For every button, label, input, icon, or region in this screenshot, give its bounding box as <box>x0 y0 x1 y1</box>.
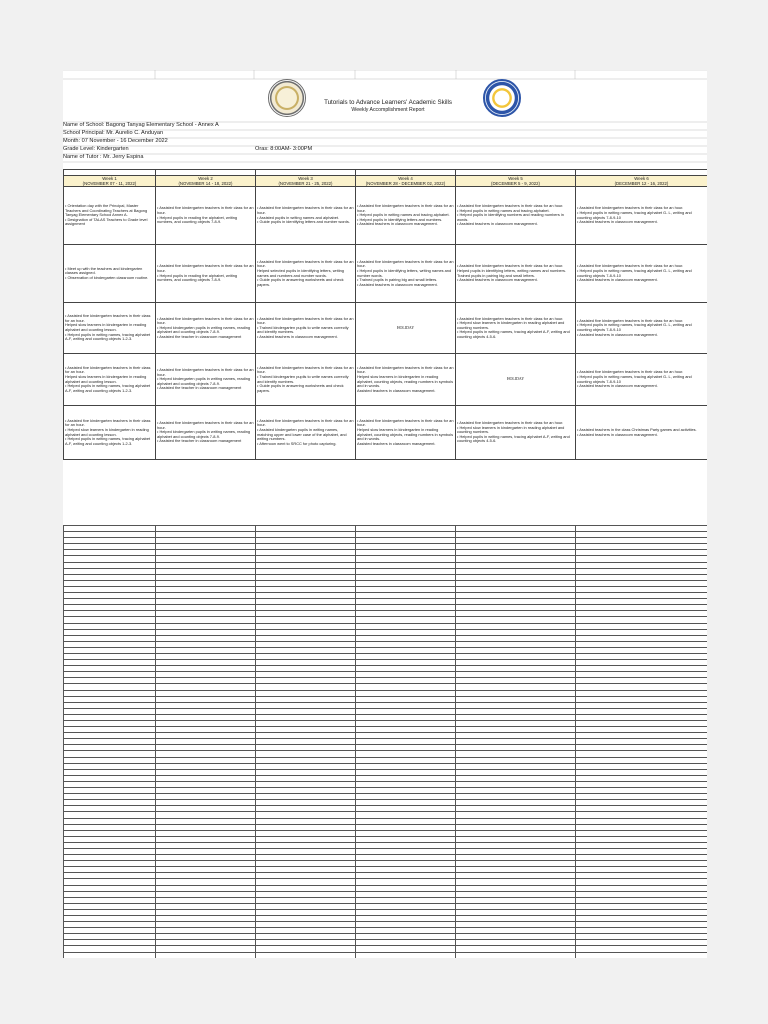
weekly-report-table <box>63 169 707 460</box>
school-principal: School Principal: Mr. Aurelio C. Anduyan <box>63 130 164 136</box>
activity-cell: • Assisted five kindergarten teachers in their class for an hour. • Helped slow learners in kindergarten in reading alphabet and counting numbers. • Helped pupils in writing names, tracing alphabet A-F, writing and counting objects 4-5-6. <box>456 406 576 460</box>
activity-cell: • Assisted five kindergarten teachers in their class for an hour. • Trained kindergarten pupils to write names correctly and identify numbers. • Guide pupils in answering worksheets and check papers. <box>256 354 356 406</box>
activity-cell: • Assisted five kindergarten teachers in their class for an hour. • Helped kindergarten pupils in writing names, reading alphabet and counting objects 7-8-9. • Assisted the teacher in classroom management <box>156 354 256 406</box>
week-header-1: Week 1 (NOVEMBER 07 - 11, 2022) <box>64 176 156 187</box>
empty-cell <box>64 952 156 958</box>
table-row <box>64 406 708 460</box>
week-header-row <box>64 176 708 187</box>
activity-cell: • Orientation day with the Principal, Master Teachers and Coordinating Teachers at Bagong Tanyag Elementary School Annex A. • Designation of TALAS Teachers to Grade level assignment <box>64 187 156 245</box>
activity-cell: • Assisted five kindergarten teachers in their class for an hour. • Helped pupils in reading the alphabet, writing numbers, and counting objects 7-8-9. <box>156 187 256 245</box>
activity-cell: • Assisted five kindergarten teachers in their class for an hour. Helped slow learners in kindergarten in reading alphabet, counting objects, reading numbers in symbols and in words. Assisted teachers in classroom management. <box>356 406 456 460</box>
activity-cell: • Assisted five kindergarten teachers in their class for an hour. • Helped pupils in writing names, tracing alphabet G- L, writing and counting objects 7-8-9-10 • Assisted teachers in classroom management. <box>576 245 708 303</box>
table-row <box>64 187 708 245</box>
activity-cell: • Assisted five kindergarten teachers in their class for an hour. • Helped pupils in writing names, tracing alphabet G- L, writing and counting objects 7-8-9-10 • Assisted teachers in classroom management. <box>576 303 708 354</box>
empty-cell <box>456 952 576 958</box>
week-header-3: Week 3 (NOVEMBER 21 - 25, 2022) <box>256 176 356 187</box>
empty-cell <box>356 952 456 958</box>
table-row <box>64 245 708 303</box>
school-name: Name of School: Bagong Tanyag Elementary School - Annex A <box>63 122 219 128</box>
tutor-name: Name of Tutor : Mr. Jerry Espina <box>63 154 144 160</box>
table-row <box>64 303 708 354</box>
week-header-4: Week 4 (NOVEMBER 28 - DECEMBER 02, 2022) <box>356 176 456 187</box>
holiday-cell: HOLIDAY <box>356 303 456 354</box>
activity-cell: • Assisted five kindergarten teachers in their class for an hour. Helped pupils in identifying letters, writing names and numbers. Trained pupils in pairing big and small letters. • Assisted teachers in classroom management. <box>456 245 576 303</box>
month-range: Month: 07 November - 16 December 2022 <box>63 138 168 144</box>
activity-cell: • Assisted five kindergarten teachers in their class for an hour. • Helped slow learners in kindergarten in reading alphabet and counting lesson. • Helped pupils in writing names, tracing alphabet A-F, writing and counting objects 1-2-3. <box>64 406 156 460</box>
activity-cell: • Assisted five kindergarten teachers in their class for an hour. • Helped slow learners in kindergarten in reading alphabet and counting numbers. • Helped pupils in writing names, tracing alphabet A-F, writing and counting objects 4-5-6. <box>456 303 576 354</box>
week-header-6: Week 6 (DECEMBER 12 - 16, 2022) <box>576 176 708 187</box>
activity-cell: • Assisted five kindergarten teachers in their class for an hour. • Helped pupils in reading the alphabet, writing numbers, and counting objects 7-8-9. <box>156 245 256 303</box>
activity-cell: • Assisted five kindergarten teachers in their class for an hour. • Helped pupils in writing names and tracing alphabet. • Helped pupils in identifying numbers and reading numbers in words. • Assisted teachers in classroom management. <box>456 187 576 245</box>
activity-cell: • Assisted five kindergarten teachers in their class for an hour. • Helped pupils in writing names, tracing alphabet G- L, writing and counting objects 7-8-9-10 • Assisted teachers in classroom management. <box>576 187 708 245</box>
empty-cell <box>576 952 708 958</box>
empty-row <box>64 952 708 958</box>
activity-cell: • Assisted five kindergarten teachers in their class for an hour. Helped selected pupils in identifying letters, writing names and numbers and number words. • Guide pupils in answering worksheets and check papers. <box>256 245 356 303</box>
empty-cell <box>256 952 356 958</box>
week-header-2: Week 2 (NOVEMBER 14 - 18, 2022) <box>156 176 256 187</box>
report-subtitle: Weekly Accomplishment Report <box>351 107 425 113</box>
grade-level: Grade Level: Kindergarten <box>63 146 129 152</box>
header-gridlines <box>63 70 707 170</box>
activity-cell: • Assisted five kindergarten teachers in their class for an hour. • Helped pupils in identifying letters, writing names and number words. • Trained pupils in pairing big and small letters. • Assisted teachers in classroom management. <box>356 245 456 303</box>
spreadsheet-page <box>63 70 707 958</box>
activity-cell: • Assisted teachers in the class Christmas Party games and activities. • Assisted teachers in classroom management. <box>576 406 708 460</box>
report-title: Tutorials to Advance Learners' Academic Skills <box>324 99 452 106</box>
holiday-cell: HOLIDAY <box>456 354 576 406</box>
activity-cell: • Assisted five kindergarten teachers in their class for an hour. • Trained kindergarten pupils to write names correctly and identify numbers. • Assisted teachers in classroom management. <box>256 303 356 354</box>
empty-rows-grid <box>63 525 707 958</box>
activity-cell: • Assisted five kindergarten teachers in their class for an hour. • Assisted pupils in writing names and alphabet. • Guide pupils in identifying letters and number words. <box>256 187 356 245</box>
activity-cell: • Assisted five kindergarten teachers in their class for an hour. Helped slow learners in kindergarten in reading alphabet and counting lesson. • Helped pupils in writing names, tracing alphabet A-F, writing and counting objects 1-2-3. <box>64 303 156 354</box>
empty-cell <box>156 952 256 958</box>
activity-cell: • Assisted five kindergarten teachers in their class for an hour. • Helped kindergarten pupils in writing names, reading alphabet and counting objects 7-8-9. • Assisted the teacher in classroom management <box>156 406 256 460</box>
table-row <box>64 354 708 406</box>
activity-cell: • Assisted five kindergarten teachers in their class for an hour. • Helped pupils in writing names and tracing alphabet. • Helped pupils in identifying letters and numbers. • Assisted teachers in classroom management. <box>356 187 456 245</box>
activity-cell: • Meet up with the teachers and kindergarten classes assigned. • Observation of kindergarten classroom routine. <box>64 245 156 303</box>
activity-cell: • Assisted five kindergarten teachers in their class for an hour. Helped slow learners in kindergarten in reading alphabet, counting objects, reading numbers in symbols and in words. Assisted teachers in classroom management. <box>356 354 456 406</box>
activity-cell: • Assisted five kindergarten teachers in their class for an hour. • Assisted kindergarten pupils in writing names, matching upper and lower case of the alphabet, and writing numbers. • Afternoon went to SRCC for photo capturing. <box>256 406 356 460</box>
activity-cell: • Assisted five kindergarten teachers in their class for an hour. • Helped kindergarten pupils in writing names, reading alphabet and counting objects 7-8-9. • Assisted the teacher in classroom management <box>156 303 256 354</box>
activity-cell: • Assisted five kindergarten teachers in their class for an hour. Helped slow learners in kindergarten in reading alphabet and counting lesson. • Helped pupils in writing names, tracing alphabet A-F, writing and counting objects 1-2-3. <box>64 354 156 406</box>
activity-cell: • Assisted five kindergarten teachers in their class for an hour. • Helped pupils in writing names, tracing alphabet G- L, writing and counting objects 7-8-9-10 • Assisted teachers in classroom management. <box>576 354 708 406</box>
oras-time: Oras: 8:00AM- 3:00PM <box>255 146 313 152</box>
week-header-5: Week 5 (DECEMBER 5 - 9, 2022) <box>456 176 576 187</box>
